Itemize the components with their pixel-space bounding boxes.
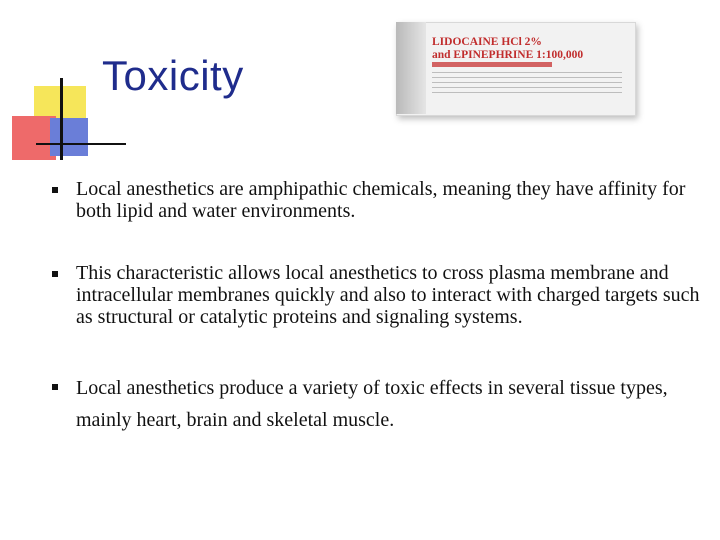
decor-horizontal-line xyxy=(36,143,126,145)
bullet-item xyxy=(52,178,702,222)
product-label-line1: LIDOCAINE HCl 2% xyxy=(432,36,542,48)
square-bullet-icon xyxy=(52,187,58,193)
bullet-text: Local anesthetics are amphipathic chemicals, meaning they have affinity for both lipid and water environments. xyxy=(76,178,686,222)
product-label xyxy=(432,36,628,62)
square-bullet-icon xyxy=(52,384,58,390)
decor-blue-square xyxy=(50,118,88,156)
bullet-item xyxy=(52,372,702,436)
bullet-text: Local anesthetics produce a variety of toxic effects in several tissue types, mainly heart, brain and skeletal muscle. xyxy=(76,377,668,431)
bullet-item xyxy=(52,262,702,328)
product-label-line2: and EPINEPHRINE 1:100,000 xyxy=(432,49,584,61)
square-bullet-icon xyxy=(52,271,58,277)
product-fine-print xyxy=(432,72,622,96)
slide-title: Toxicity xyxy=(102,52,244,99)
product-box-side xyxy=(396,22,426,114)
bullet-text: This characteristic allows local anesthetics to cross plasma membrane and intracellular membranes quickly and also to interact with charged targets such as structural or catalytic proteins and signaling systems. xyxy=(76,262,700,328)
decor-vertical-line xyxy=(60,78,63,160)
product-label-bar xyxy=(432,62,552,67)
bullet-list xyxy=(52,178,702,436)
